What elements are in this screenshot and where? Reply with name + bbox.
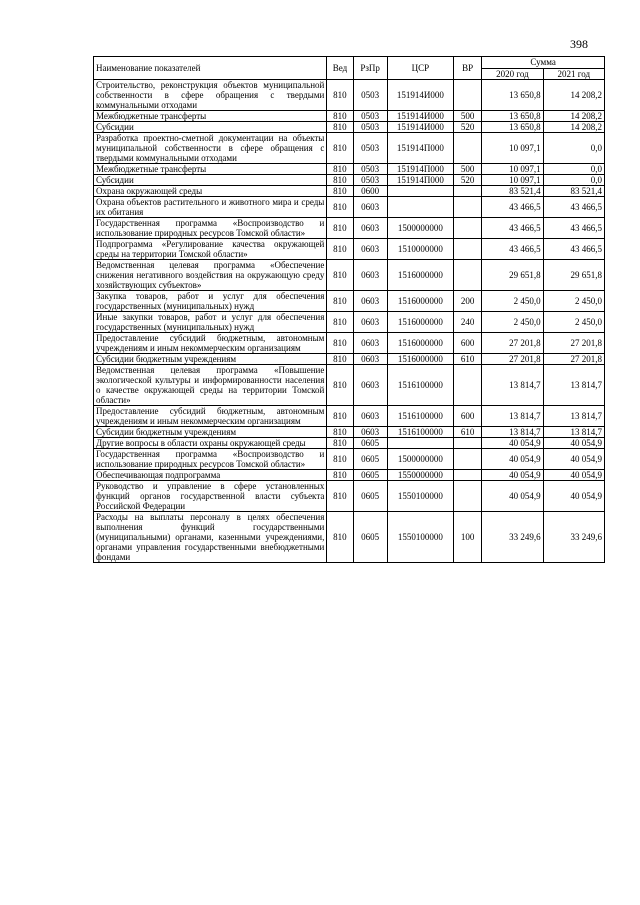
row-ved: 810	[327, 406, 353, 427]
row-vr	[454, 260, 482, 291]
table-row	[94, 239, 605, 260]
table-row	[94, 427, 605, 438]
table-row	[94, 449, 605, 470]
row-csr: 1550100000	[387, 512, 453, 563]
row-vr: 520	[454, 122, 482, 133]
row-vr	[454, 470, 482, 481]
row-name: Субсидии	[94, 122, 327, 133]
table-row	[94, 512, 605, 563]
row-rzpr: 0603	[353, 365, 387, 406]
row-ved: 810	[327, 164, 353, 175]
row-csr: 1516100000	[387, 365, 453, 406]
row-sum-2020: 27 201,8	[482, 333, 543, 354]
header-name: Наименование показателей	[94, 57, 327, 80]
row-vr: 600	[454, 333, 482, 354]
row-name: Предоставление субсидий бюджетным, автономным учреждениям и иным некоммерческим организациям	[94, 406, 327, 427]
row-ved: 810	[327, 438, 353, 449]
row-ved: 810	[327, 175, 353, 186]
row-name: Охрана окружающей среды	[94, 186, 327, 197]
row-vr: 500	[454, 164, 482, 175]
row-csr: 1516100000	[387, 427, 453, 438]
row-rzpr: 0603	[353, 427, 387, 438]
table-row	[94, 481, 605, 512]
row-ved: 810	[327, 312, 353, 333]
row-csr: 1516000000	[387, 354, 453, 365]
row-rzpr: 0603	[353, 354, 387, 365]
row-rzpr: 0605	[353, 438, 387, 449]
row-rzpr: 0603	[353, 291, 387, 312]
row-sum-2020: 2 450,0	[482, 291, 543, 312]
row-vr: 240	[454, 312, 482, 333]
row-csr: 151914И000	[387, 80, 453, 111]
row-sum-2021: 29 651,8	[543, 260, 604, 291]
row-ved: 810	[327, 218, 353, 239]
row-rzpr: 0605	[353, 449, 387, 470]
row-rzpr: 0603	[353, 197, 387, 218]
row-rzpr: 0603	[353, 260, 387, 291]
row-sum-2020: 10 097,1	[482, 164, 543, 175]
row-sum-2020: 40 054,9	[482, 470, 543, 481]
row-rzpr: 0503	[353, 164, 387, 175]
row-sum-2020: 40 054,9	[482, 449, 543, 470]
row-sum-2021: 43 466,5	[543, 197, 604, 218]
row-sum-2021: 83 521,4	[543, 186, 604, 197]
row-ved: 810	[327, 122, 353, 133]
row-csr: 1516000000	[387, 291, 453, 312]
row-ved: 810	[327, 365, 353, 406]
row-sum-2020: 83 521,4	[482, 186, 543, 197]
row-csr	[387, 186, 453, 197]
row-sum-2020: 13 814,7	[482, 365, 543, 406]
table-row	[94, 438, 605, 449]
table-row	[94, 133, 605, 164]
row-sum-2020: 13 650,8	[482, 111, 543, 122]
row-name: Расходы на выплаты персоналу в целях обеспечения выполнения функций государственными (муниципальными) органами, казенными учреждениями, органами управления государственными внебюджетными фондами	[94, 512, 327, 563]
row-csr	[387, 197, 453, 218]
row-csr: 1550000000	[387, 470, 453, 481]
row-ved: 810	[327, 427, 353, 438]
row-sum-2020: 40 054,9	[482, 481, 543, 512]
row-rzpr: 0503	[353, 111, 387, 122]
row-vr	[454, 481, 482, 512]
row-rzpr: 0605	[353, 512, 387, 563]
header-year-2021: 2021 год	[543, 68, 604, 80]
row-rzpr: 0603	[353, 333, 387, 354]
row-vr	[454, 186, 482, 197]
row-name: Иные закупки товаров, работ и услуг для обеспечения государственных (муниципальных) нужд	[94, 312, 327, 333]
row-name: Государственная программа «Воспроизводство и использование природных ресурсов Томской области»	[94, 218, 327, 239]
table-row	[94, 470, 605, 481]
row-rzpr: 0503	[353, 175, 387, 186]
row-sum-2021: 43 466,5	[543, 218, 604, 239]
row-name: Межбюджетные трансферты	[94, 164, 327, 175]
row-sum-2021: 0,0	[543, 164, 604, 175]
row-csr: 1516000000	[387, 333, 453, 354]
row-vr: 500	[454, 111, 482, 122]
row-sum-2020: 13 814,7	[482, 427, 543, 438]
row-name: Охрана объектов растительного и животного мира и среды их обитания	[94, 197, 327, 218]
header-sum: Сумма	[482, 57, 605, 69]
row-vr	[454, 438, 482, 449]
row-ved: 810	[327, 111, 353, 122]
row-ved: 810	[327, 481, 353, 512]
row-sum-2021: 33 249,6	[543, 512, 604, 563]
table-row	[94, 333, 605, 354]
row-sum-2020: 43 466,5	[482, 197, 543, 218]
row-ved: 810	[327, 260, 353, 291]
row-csr: 1516000000	[387, 312, 453, 333]
header-rzpr: РзПр	[353, 57, 387, 80]
row-ved: 810	[327, 197, 353, 218]
row-rzpr: 0603	[353, 239, 387, 260]
row-csr: 1550100000	[387, 481, 453, 512]
row-csr: 151914П000	[387, 133, 453, 164]
table-row	[94, 122, 605, 133]
row-sum-2020: 29 651,8	[482, 260, 543, 291]
header-row	[94, 57, 605, 69]
row-rzpr: 0603	[353, 218, 387, 239]
table-row	[94, 312, 605, 333]
row-csr: 1516000000	[387, 260, 453, 291]
table-row	[94, 175, 605, 186]
table-row	[94, 365, 605, 406]
budget-table	[93, 56, 605, 563]
row-sum-2021: 0,0	[543, 175, 604, 186]
row-ved: 810	[327, 333, 353, 354]
row-sum-2021: 2 450,0	[543, 291, 604, 312]
row-name: Другие вопросы в области охраны окружающей среды	[94, 438, 327, 449]
row-vr	[454, 133, 482, 164]
header-ved: Вед	[327, 57, 353, 80]
table-row	[94, 260, 605, 291]
row-sum-2021: 27 201,8	[543, 354, 604, 365]
row-csr: 151914И000	[387, 122, 453, 133]
row-sum-2020: 40 054,9	[482, 438, 543, 449]
row-csr: 1510000000	[387, 239, 453, 260]
row-sum-2021: 13 814,7	[543, 365, 604, 406]
row-sum-2021: 27 201,8	[543, 333, 604, 354]
row-vr: 100	[454, 512, 482, 563]
row-vr: 610	[454, 354, 482, 365]
row-ved: 810	[327, 80, 353, 111]
row-ved: 810	[327, 512, 353, 563]
row-name: Ведомственная целевая программа «Повышение экологической культуры и информированности населения о качестве окружающей среды на территории Томской области»	[94, 365, 327, 406]
row-vr: 600	[454, 406, 482, 427]
row-sum-2020: 33 249,6	[482, 512, 543, 563]
row-sum-2020: 10 097,1	[482, 133, 543, 164]
row-vr	[454, 239, 482, 260]
row-name: Разработка проектно-сметной документации на объекты муниципальной собственности в сфере обращения с твердыми коммунальными отходами	[94, 133, 327, 164]
row-vr: 610	[454, 427, 482, 438]
row-rzpr: 0503	[353, 122, 387, 133]
row-ved: 810	[327, 133, 353, 164]
row-sum-2020: 43 466,5	[482, 239, 543, 260]
row-name: Подпрограмма «Регулирование качества окружающей среды на территории Томской области»	[94, 239, 327, 260]
row-sum-2021: 40 054,9	[543, 438, 604, 449]
row-sum-2021: 0,0	[543, 133, 604, 164]
row-name: Межбюджетные трансферты	[94, 111, 327, 122]
table-row	[94, 186, 605, 197]
row-name: Строительство, реконструкция объектов муниципальной собственности в сфере обращения с твердыми коммунальными отходами	[94, 80, 327, 111]
row-name: Субсидии	[94, 175, 327, 186]
row-ved: 810	[327, 291, 353, 312]
row-sum-2021: 14 208,2	[543, 122, 604, 133]
row-name: Субсидии бюджетным учреждениям	[94, 354, 327, 365]
row-rzpr: 0603	[353, 406, 387, 427]
row-vr: 200	[454, 291, 482, 312]
row-ved: 810	[327, 470, 353, 481]
row-sum-2021: 43 466,5	[543, 239, 604, 260]
table-row	[94, 164, 605, 175]
row-sum-2020: 13 650,8	[482, 80, 543, 111]
table-row	[94, 111, 605, 122]
row-name: Закупка товаров, работ и услуг для обеспечения государственных (муниципальных) нужд	[94, 291, 327, 312]
row-sum-2021: 14 208,2	[543, 111, 604, 122]
row-sum-2021: 14 208,2	[543, 80, 604, 111]
row-rzpr: 0600	[353, 186, 387, 197]
table-row	[94, 80, 605, 111]
table-row	[94, 406, 605, 427]
row-vr	[454, 197, 482, 218]
row-csr: 1500000000	[387, 218, 453, 239]
row-sum-2021: 40 054,9	[543, 449, 604, 470]
header-csr: ЦСР	[387, 57, 453, 80]
row-vr	[454, 365, 482, 406]
row-sum-2021: 13 814,7	[543, 406, 604, 427]
row-name: Государственная программа «Воспроизводство и использование природных ресурсов Томской области»	[94, 449, 327, 470]
row-sum-2021: 40 054,9	[543, 470, 604, 481]
row-name: Субсидии бюджетным учреждениям	[94, 427, 327, 438]
table-row	[94, 354, 605, 365]
row-name: Ведомственная целевая программа «Обеспечение снижения негативного воздействия на окружающую среду хозяйствующих субъектов»	[94, 260, 327, 291]
row-csr: 1516100000	[387, 406, 453, 427]
row-name: Руководство и управление в сфере установленных функций органов государственной власти субъекта Российской Федерации	[94, 481, 327, 512]
row-vr: 520	[454, 175, 482, 186]
row-vr	[454, 218, 482, 239]
row-vr	[454, 80, 482, 111]
row-vr	[454, 449, 482, 470]
row-rzpr: 0603	[353, 312, 387, 333]
row-ved: 810	[327, 239, 353, 260]
header-vr: ВР	[454, 57, 482, 80]
table-row	[94, 218, 605, 239]
row-csr: 151914И000	[387, 111, 453, 122]
row-sum-2020: 13 814,7	[482, 406, 543, 427]
row-sum-2020: 27 201,8	[482, 354, 543, 365]
row-ved: 810	[327, 449, 353, 470]
row-name: Предоставление субсидий бюджетным, автономным учреждениям и иным некоммерческим организациям	[94, 333, 327, 354]
row-sum-2021: 2 450,0	[543, 312, 604, 333]
row-sum-2020: 10 097,1	[482, 175, 543, 186]
row-csr: 151914П000	[387, 164, 453, 175]
row-csr: 151914П000	[387, 175, 453, 186]
table-row	[94, 197, 605, 218]
row-sum-2021: 40 054,9	[543, 481, 604, 512]
row-ved: 810	[327, 354, 353, 365]
row-csr: 1500000000	[387, 449, 453, 470]
row-rzpr: 0503	[353, 133, 387, 164]
row-csr	[387, 438, 453, 449]
row-sum-2020: 2 450,0	[482, 312, 543, 333]
row-name: Обеспечивающая подпрограмма	[94, 470, 327, 481]
header-year-2020: 2020 год	[482, 68, 543, 80]
page-number: 398	[570, 37, 588, 51]
row-sum-2020: 13 650,8	[482, 122, 543, 133]
row-sum-2021: 13 814,7	[543, 427, 604, 438]
row-sum-2020: 43 466,5	[482, 218, 543, 239]
table-row	[94, 291, 605, 312]
row-rzpr: 0605	[353, 481, 387, 512]
row-rzpr: 0503	[353, 80, 387, 111]
row-rzpr: 0605	[353, 470, 387, 481]
row-ved: 810	[327, 186, 353, 197]
